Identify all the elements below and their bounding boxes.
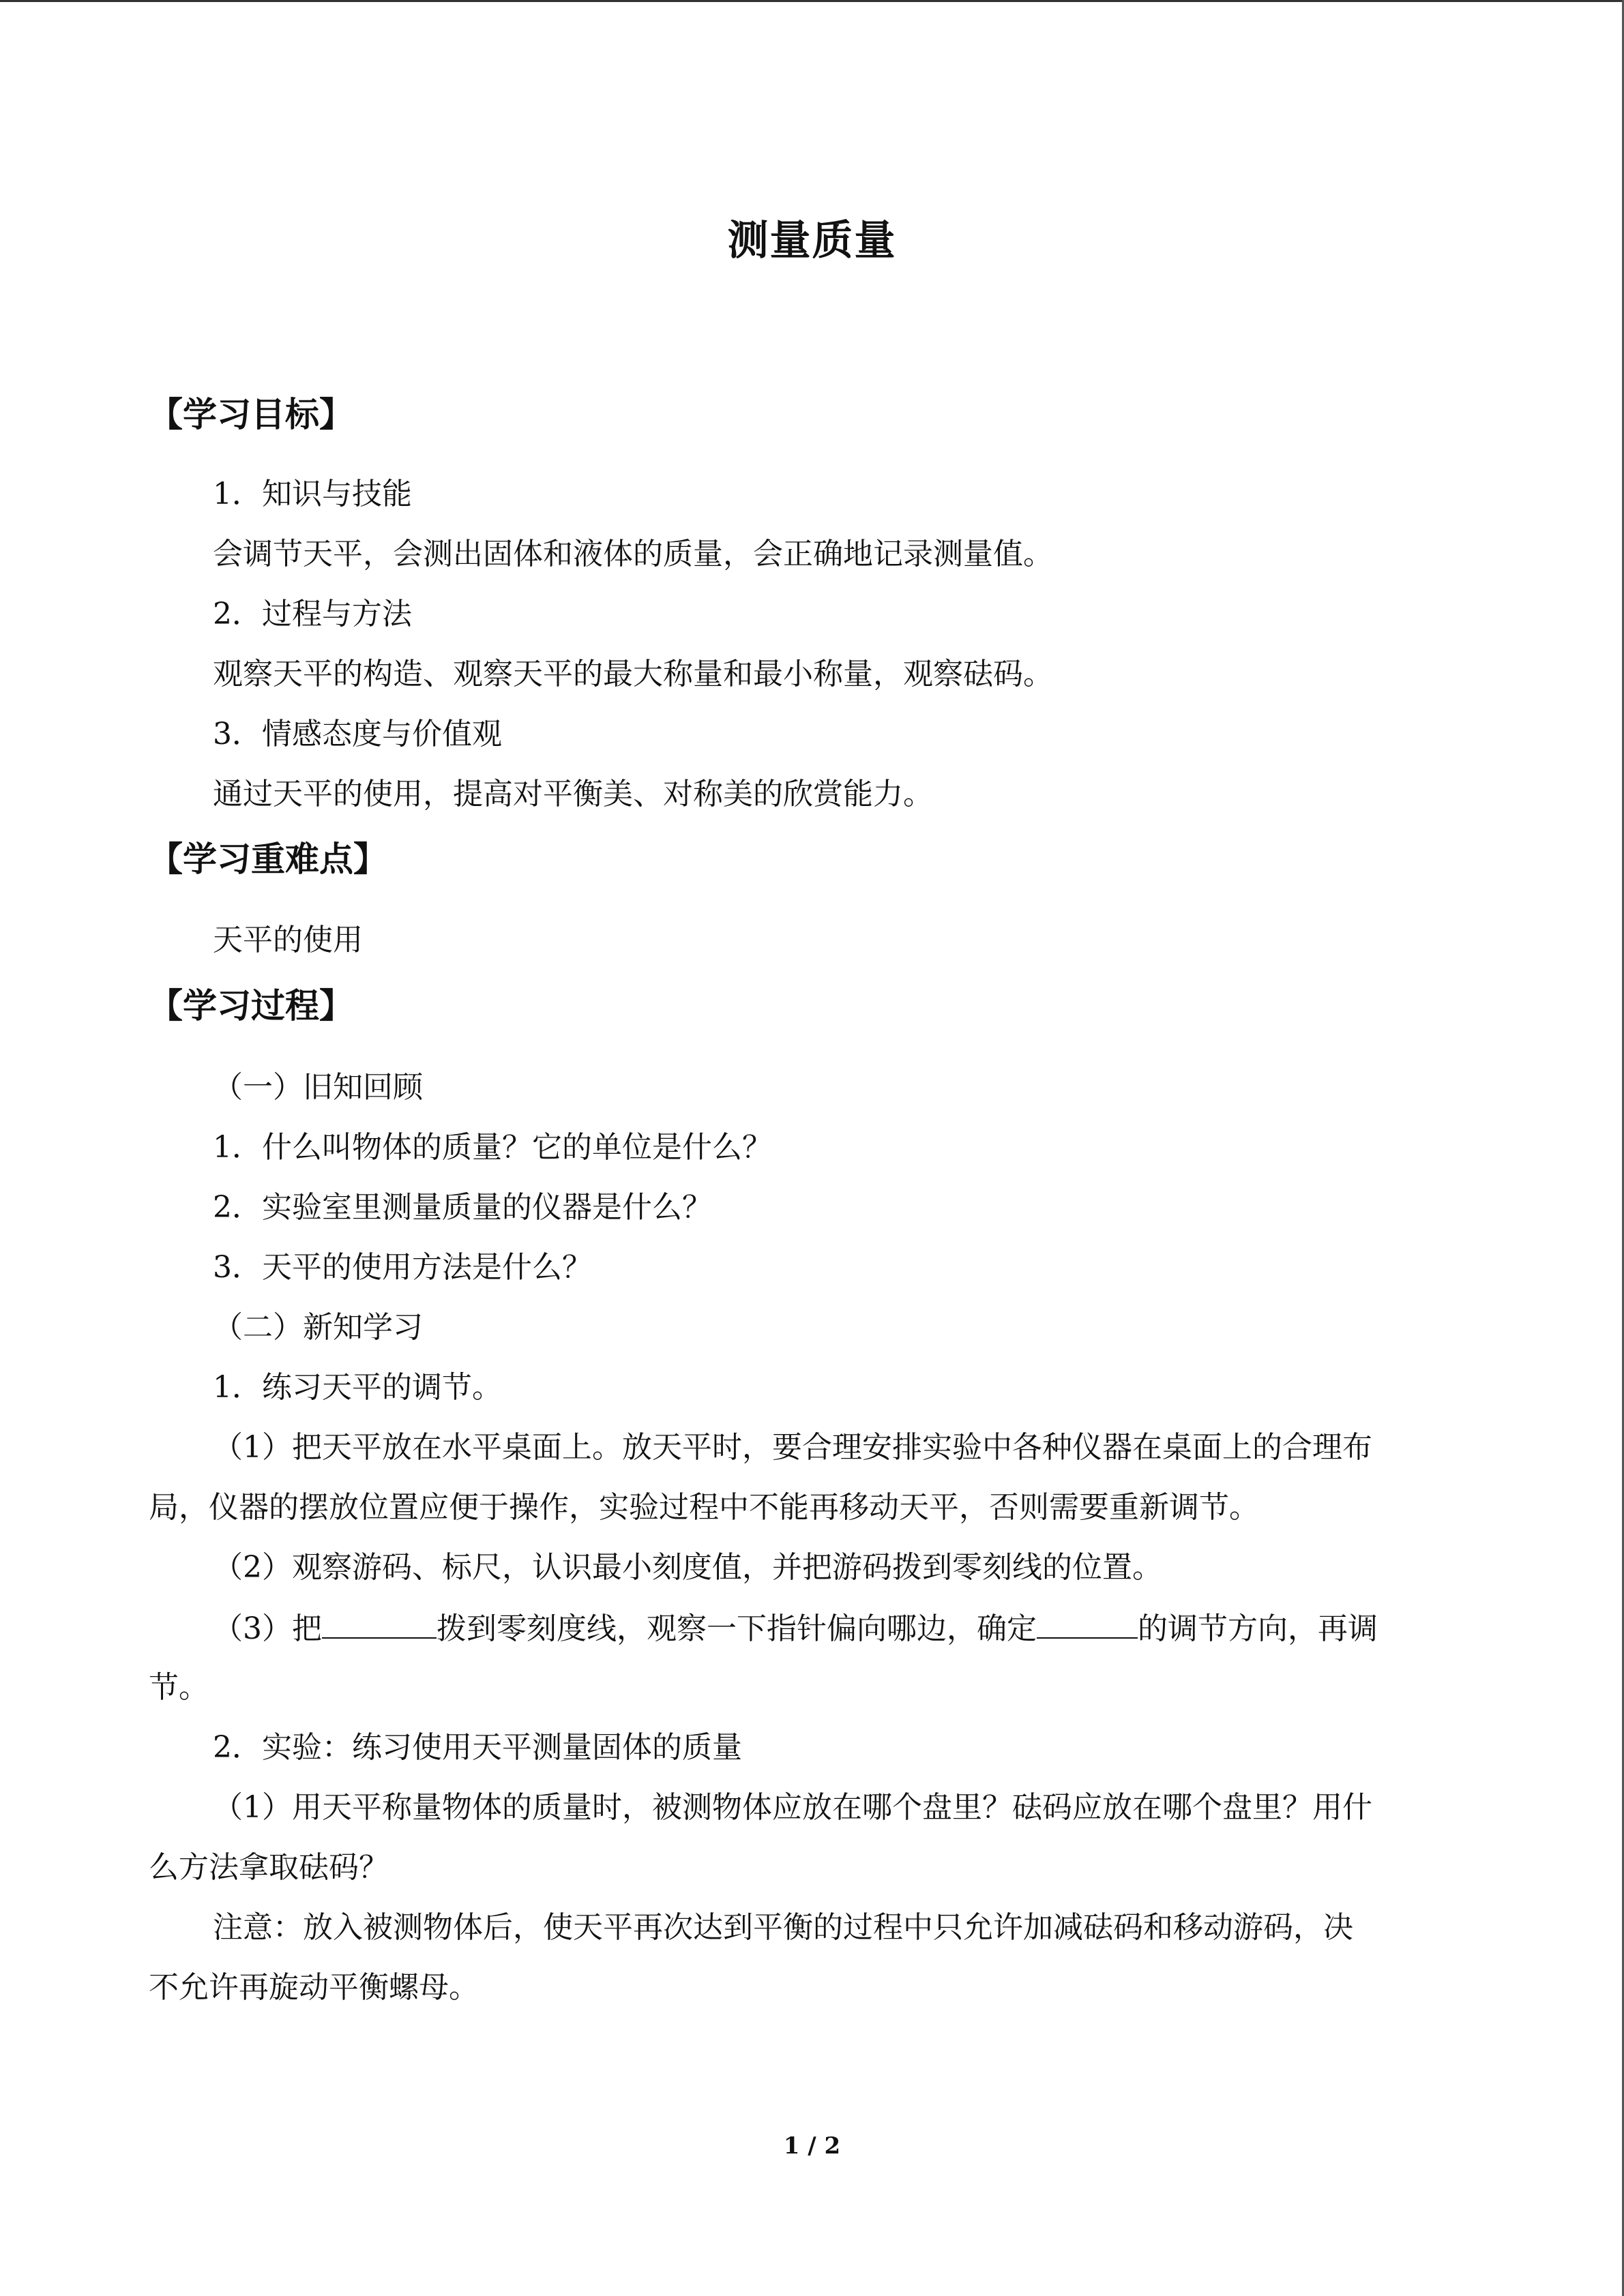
page-title: 测量质量 [727,217,897,265]
step1-paragraph3-line2: 节。 [149,1670,209,1705]
goal-item: 2．过程与方法 [213,597,412,631]
review-subheading: （一）旧知回顾 [213,1070,423,1105]
section-heading-goals: 【学习目标】 [149,395,353,434]
top-border [0,0,1624,2]
key-point-item: 天平的使用 [213,923,363,957]
section-heading-process: 【学习过程】 [149,986,353,1026]
goal-item: 1．知识与技能 [213,477,412,511]
note-line2: 不允许再旋动平衡螺母。 [149,1970,479,2005]
step1-title: 1．练习天平的调节。 [213,1370,502,1405]
fill-in-blank[interactable] [1037,1607,1138,1639]
review-question: 2．实验室里测量质量的仪器是什么？ [213,1190,712,1225]
goal-item: 3．情感态度与价值观 [213,717,502,751]
new-learning-subheading: （二）新知学习 [213,1310,423,1345]
step1-paragraph3-line1 [213,1607,1378,1650]
step1-paragraph2: （2）观察游码、标尺，认识最小刻度值，并把游码拨到零刻线的位置。 [213,1550,1162,1585]
fill-in-blank[interactable] [322,1607,437,1639]
page-number: 1 / 2 [783,2132,841,2160]
goal-item: 会调节天平，会测出固体和液体的质量，会正确地记录测量值。 [213,537,1053,571]
step1-paragraph3-part2: 拨到零刻度线，观察一下指针偏向哪边，确定 [437,1611,1037,1646]
step2-title: 2．实验：练习使用天平测量固体的质量 [213,1730,742,1765]
review-question: 1．什么叫物体的质量？它的单位是什么？ [213,1130,772,1165]
step2-paragraph1-line2: 么方法拿取砝码？ [149,1850,389,1885]
step1-paragraph3-part1: （3）把 [213,1611,322,1646]
step1-paragraph1-line2: 局，仪器的摆放位置应便于操作，实验过程中不能再移动天平，否则需要重新调节。 [149,1490,1259,1525]
goal-item: 观察天平的构造、观察天平的最大称量和最小称量，观察砝码。 [213,657,1053,691]
review-question: 3．天平的使用方法是什么？ [213,1250,592,1285]
step1-paragraph3-part3: 的调节方向，再调 [1138,1611,1378,1646]
note-line1: 注意：放入被测物体后，使天平再次达到平衡的过程中只允许加减砝码和移动游码，决 [213,1910,1353,1945]
section-heading-key-points: 【学习重难点】 [149,839,387,879]
step1-paragraph1-line1: （1）把天平放在水平桌面上。放天平时，要合理安排实验中各种仪器在桌面上的合理布 [213,1430,1372,1465]
goal-item: 通过天平的使用，提高对平衡美、对称美的欣赏能力。 [213,777,933,811]
step2-paragraph1-line1: （1）用天平称量物体的质量时，被测物体应放在哪个盘里？砝码应放在哪个盘里？用什 [213,1790,1372,1825]
